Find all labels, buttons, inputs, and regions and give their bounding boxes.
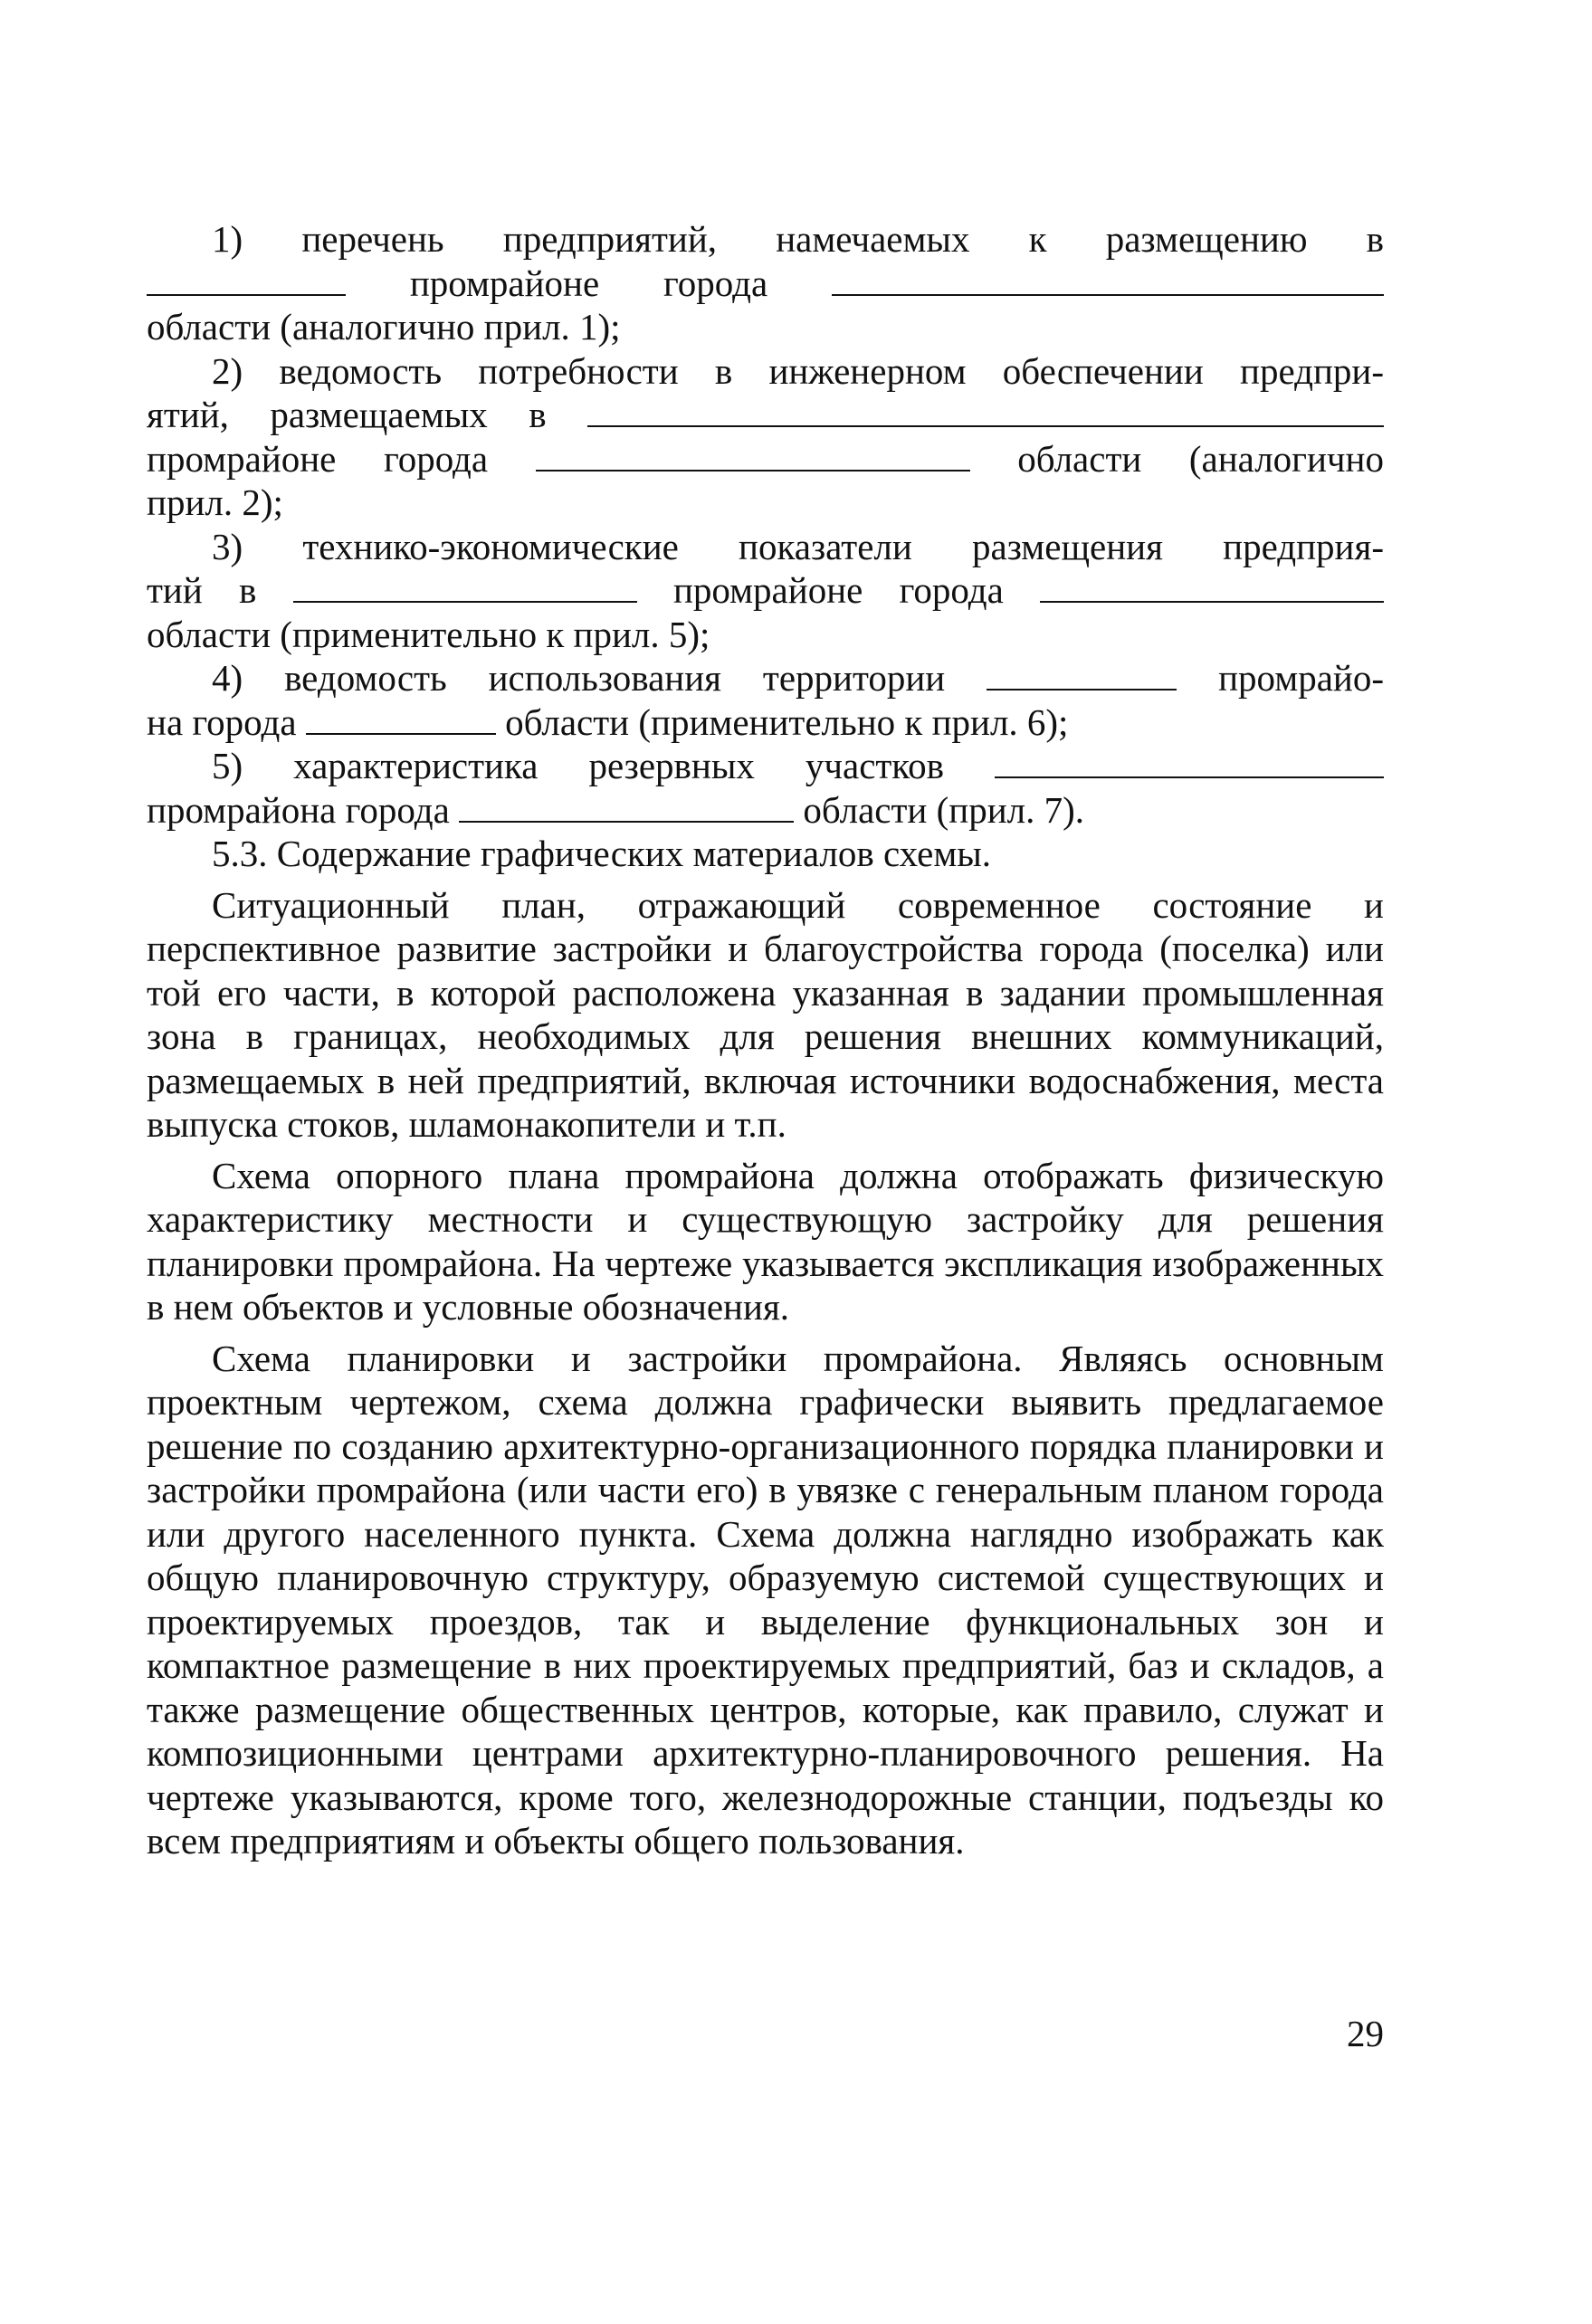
fill-blank bbox=[293, 570, 637, 603]
fill-blank bbox=[832, 263, 1384, 296]
fill-blank bbox=[147, 263, 346, 296]
list-item-3-text: промрайоне города bbox=[672, 569, 1004, 611]
list-item-3-line-3 bbox=[147, 613, 1384, 657]
list-item-4-text: промрайо- bbox=[1218, 657, 1385, 699]
list-item-2-line-1 bbox=[147, 349, 1384, 394]
fill-blank bbox=[1040, 570, 1384, 603]
list-item-3-text: тий в bbox=[147, 569, 257, 611]
list-item-2-text: области (аналогично bbox=[1017, 437, 1384, 480]
list-item-2-line-2 bbox=[147, 393, 1384, 437]
list-item-2-text: 2) ведомость потребности в инженерном обеспечении предпри- bbox=[212, 349, 1384, 392]
list-item-1-line-3 bbox=[147, 305, 1384, 349]
list-item-3-text: области (применительно к прил. 5); bbox=[147, 613, 710, 655]
spacer bbox=[147, 1329, 1384, 1337]
list-item-3-line-2 bbox=[147, 568, 1384, 613]
list-item-2-text: ятий, размещаемых в bbox=[147, 394, 547, 435]
fill-blank bbox=[459, 790, 794, 823]
list-item-1-text: промрайоне города bbox=[409, 262, 768, 304]
list-item-5-line-1 bbox=[147, 744, 1384, 788]
list-item-4-text: на города bbox=[147, 700, 297, 743]
spacer bbox=[147, 876, 1384, 883]
section-heading: 5.3. Содержание графических материалов схемы. bbox=[212, 833, 992, 874]
list-item-5-text: 5) характеристика резервных участков bbox=[212, 745, 945, 786]
list-item-4-line-2 bbox=[147, 700, 1384, 745]
paragraph-planning-scheme: Схема планировки и застройки промрайона. Являясь основным проектным чертежом, схема должна графически выявить предлагаемое решение по созданию архитектурно-организационного порядка планировки и застройки промрайона (или части его) в увязке с генеральным планом города или другого населенного пункта. Схема должна наглядно изображать как общую планировочную структуру, образуемую системой существующих и проектируемых проездов, так и выделение функциональных зон и компактное размещение в них проектируемых предприятий, баз и складов, а также размещение общественных центров, которые, как правило, служат и композиционными центрами архитектурно-планировочного решения. На чертеже указываются, кроме того, железнодорожные станции, подъезды ко всем предприятиям и объекты общего пользования. bbox=[147, 1337, 1384, 1862]
list-item-5-text: промрайона города bbox=[147, 788, 450, 831]
list-item-1-line-1 bbox=[147, 217, 1384, 262]
fill-blank bbox=[306, 702, 496, 735]
list-item-2-text: прил. 2); bbox=[147, 481, 283, 523]
spacer bbox=[147, 1147, 1384, 1154]
page-number: 29 bbox=[1347, 2013, 1384, 2054]
fill-blank bbox=[587, 395, 1384, 427]
list-item-4-text: 4) ведомость использования территории bbox=[212, 657, 946, 699]
fill-blank bbox=[987, 658, 1177, 691]
paragraph-situational-plan: Ситуационный план, отражающий современное состояние и перспективное развитие застройки и благоустройства города (поселка) или той его части, в которой расположена указанная в задании промышленная зона в границах, необходимых для решения внешних коммуникаций, размещаемых в ней предприятий, включая источники водоснабжения, места выпуска стоков, шламонакопители и т.п. bbox=[147, 883, 1384, 1145]
list-item-2-line-4 bbox=[147, 481, 1384, 525]
fill-blank bbox=[995, 746, 1384, 778]
list-item-3-line-1 bbox=[147, 525, 1384, 569]
list-item-1-text: 1) перечень предприятий, намечаемых к размещению в bbox=[212, 218, 1384, 260]
list-item-2-line-3 bbox=[147, 437, 1384, 481]
list-item-3-text: 3) технико-экономические показатели размещения предприя- bbox=[212, 525, 1384, 567]
list-item-1-line-2 bbox=[147, 262, 1384, 306]
list-item-5-line-2 bbox=[147, 788, 1384, 833]
list-item-4-text: области (применительно к прил. 6); bbox=[505, 700, 1069, 743]
list-item-2-text: промрайоне города bbox=[147, 437, 489, 480]
list-item-5-text: области (прил. 7). bbox=[803, 788, 1085, 831]
list-item-4-line-1 bbox=[147, 656, 1384, 700]
list-item-1-text: области (аналогично прил. 1); bbox=[147, 306, 621, 348]
fill-blank bbox=[536, 439, 970, 471]
paragraph-reference-plan: Схема опорного плана промрайона должна отображать физическую характеристику местности и существующую застройку для решения планировки промрайона. На чертеже указывается экспликация изображенных в нем объектов и условные обозначения. bbox=[147, 1154, 1384, 1328]
document-page bbox=[147, 217, 1384, 1863]
